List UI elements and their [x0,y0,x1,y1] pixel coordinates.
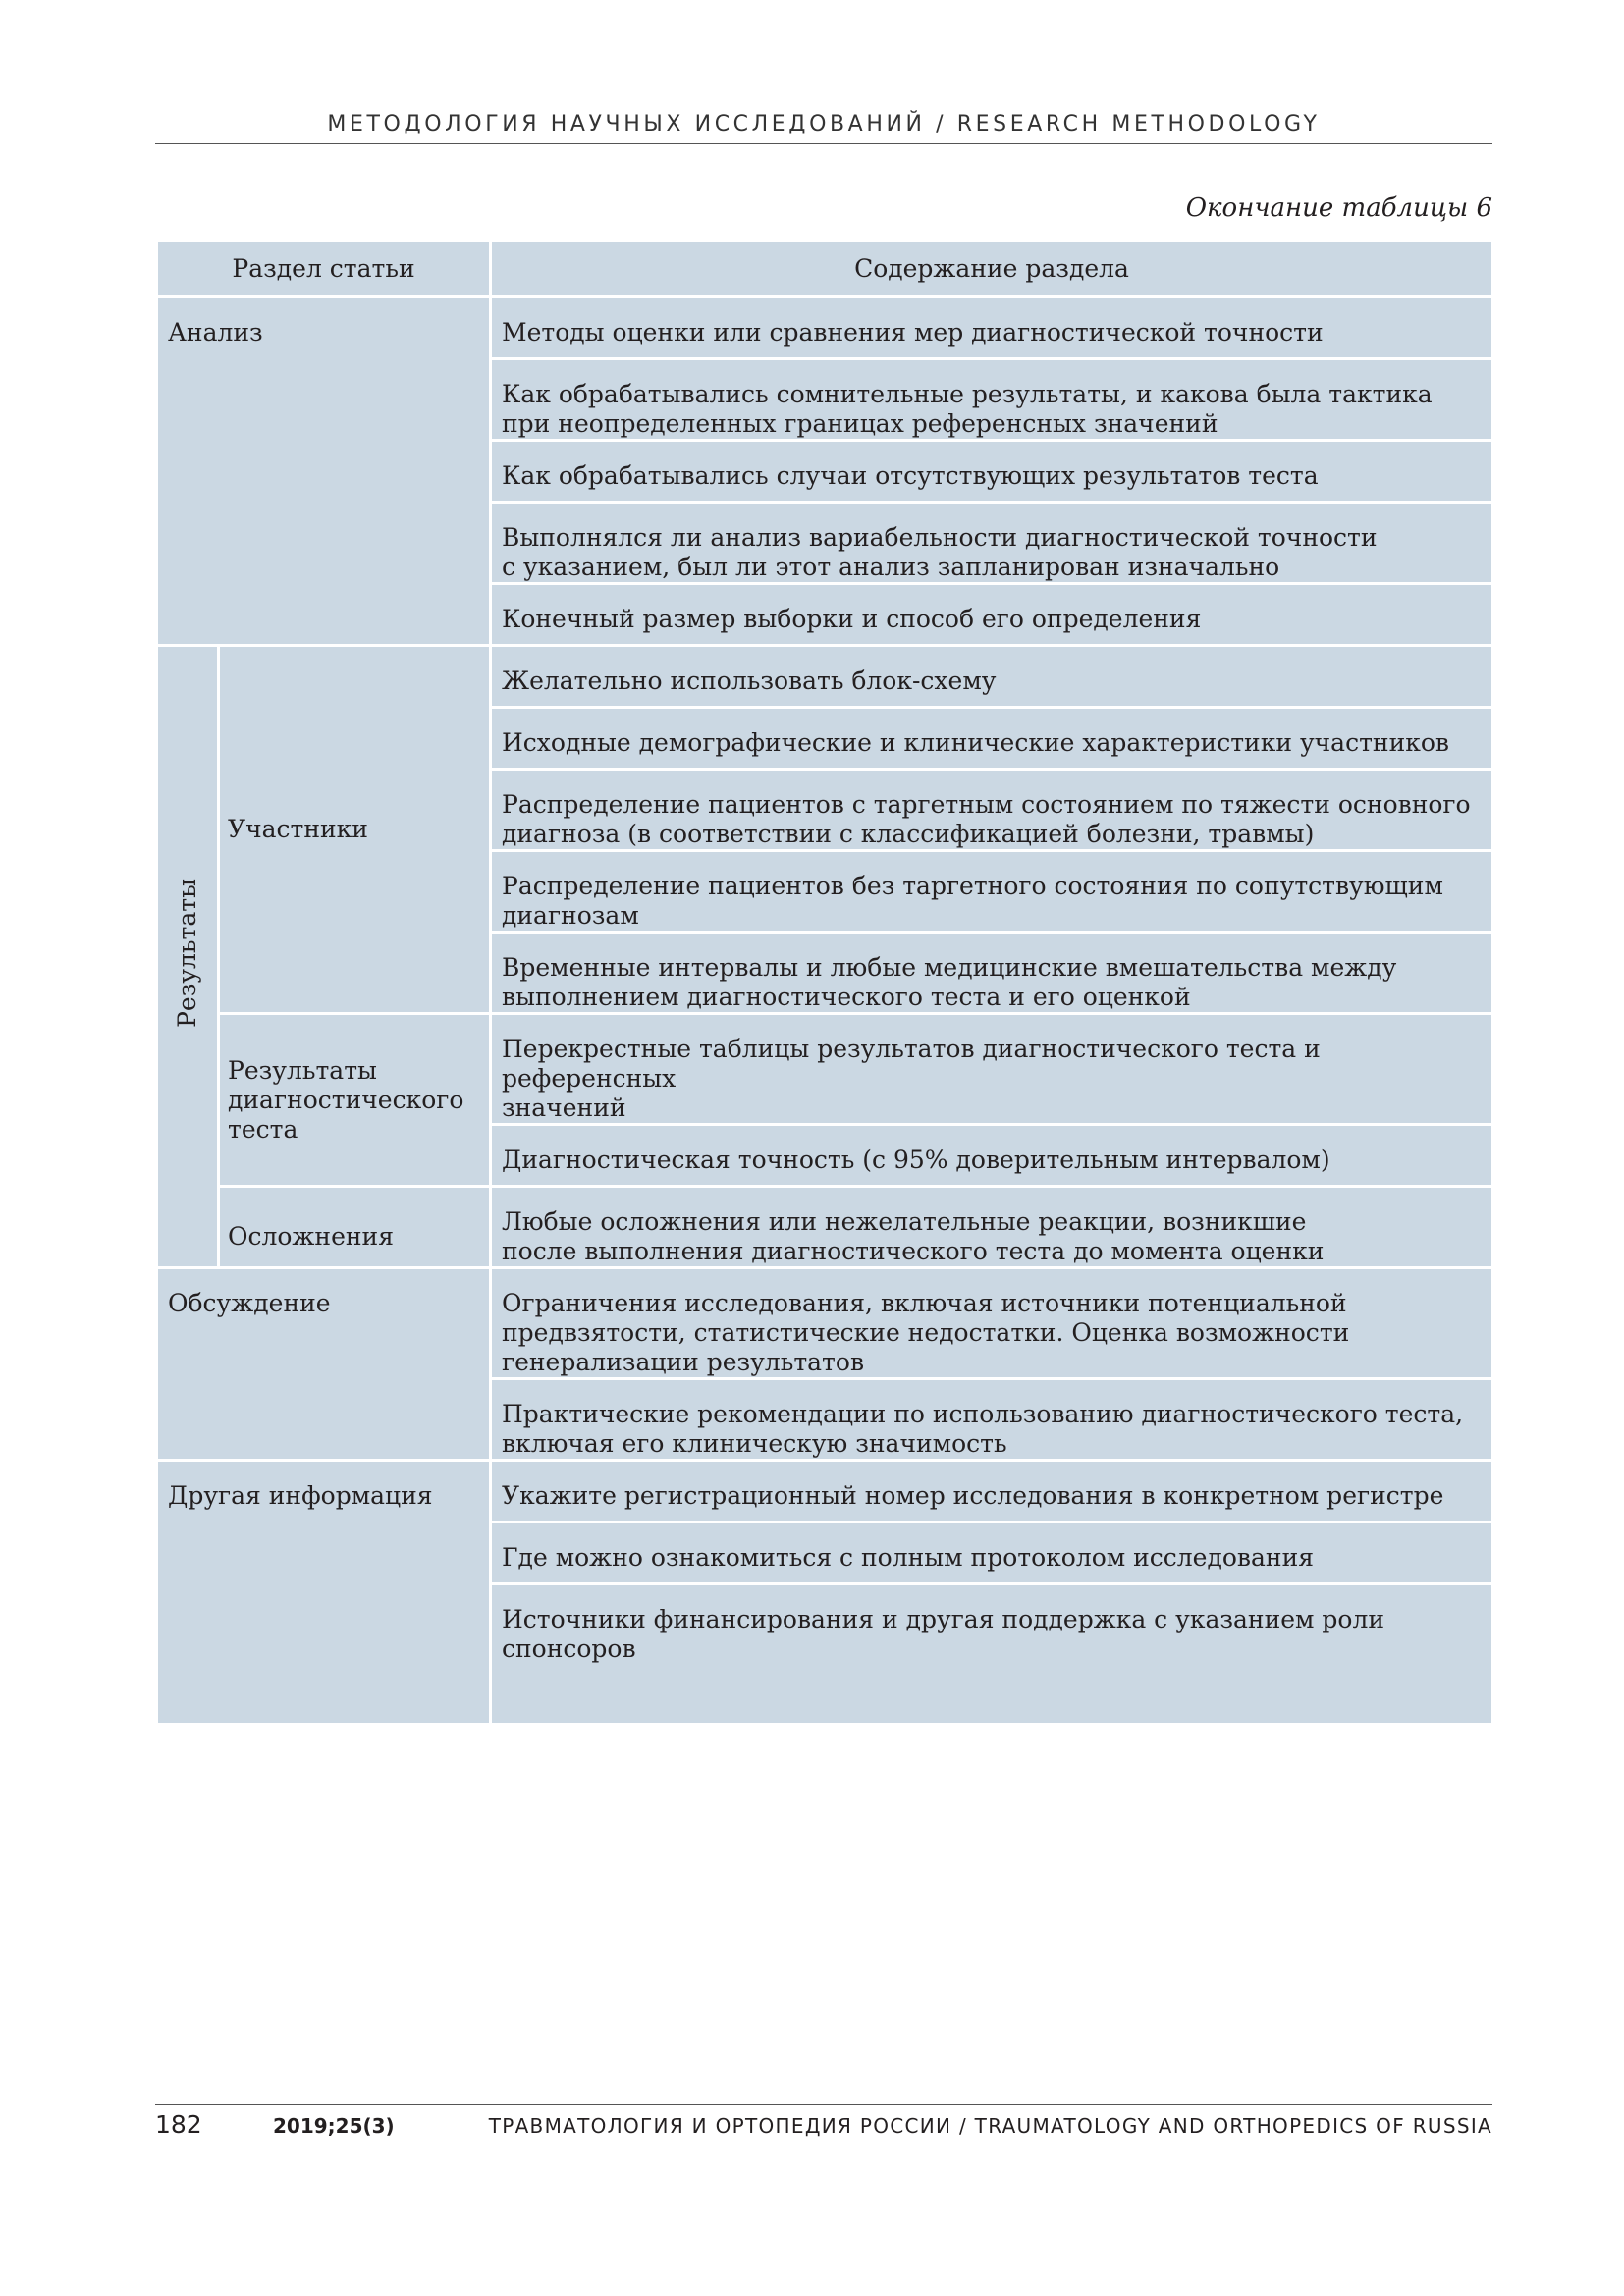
cell-line: Укажите регистрационный номер исследования в конкретном регистре [502,1481,1444,1510]
table-continuation-caption: Окончание таблицы 6 [1185,193,1492,223]
cell-line: Распределение пациентов с таргетным состоянием по тяжести основного [502,790,1471,819]
section-results [157,646,219,1268]
content-cell [491,1379,1493,1461]
section-other-info: Другая информация [157,1461,491,1725]
running-title: МЕТОДОЛОГИЯ НАУЧНЫХ ИССЛЕДОВАНИЙ / RESEARCH METHODOLOGY [327,112,1321,136]
content-cell [491,1522,1493,1584]
methodology-table [155,240,1494,1726]
cell-line: Диагностическая точность (с 95% доверительным интервалом) [502,1146,1330,1174]
cell-line: Временные интервалы и любые медицинские вмешательства между [502,953,1397,982]
cell-line: Как обрабатывались случаи отсутствующих результатов теста [502,461,1319,490]
label-line: Результаты [228,1055,377,1085]
column-header-section: Раздел статьи [157,241,491,297]
cell-line: Конечный размер выборки и способ его определения [502,605,1202,633]
subsection-test-results [219,1014,491,1187]
cell-line: значений [502,1094,626,1122]
cell-line: Ограничения исследования, включая источники потенциальной [502,1289,1347,1317]
cell-line: Перекрестные таблицы результатов диагностического теста и референсных [502,1035,1321,1093]
cell-line: Где можно ознакомиться с полным протоколом исследования [502,1543,1315,1572]
table-row [157,1268,1493,1379]
cell-line: Исходные демографические и клинические характеристики участников [502,728,1449,757]
content-cell [491,646,1493,708]
cell-line: спонсоров [502,1634,636,1663]
content-cell [491,851,1493,933]
content-cell [491,1268,1493,1379]
content-cell [491,297,1493,359]
cell-line: при неопределенных границах референсных значений [502,409,1218,438]
content-cell [491,359,1493,441]
section-discussion: Обсуждение [157,1268,491,1461]
cell-line: с указанием, был ли этот анализ запланирован изначально [502,553,1280,581]
cell-line: включая его клиническую значимость [502,1429,1007,1458]
cell-line: Источники финансирования и другая поддержка с указанием роли [502,1605,1385,1633]
cell-line: Практические рекомендации по использованию диагностического теста, [502,1400,1464,1428]
content-cell [491,770,1493,851]
table-row [157,1187,1493,1268]
content-cell [491,1187,1493,1268]
table-row [157,297,1493,359]
table-row [157,646,1493,708]
content-cell [491,933,1493,1014]
results-vertical-label: Результаты [173,879,201,1028]
table-header-row [157,241,1493,297]
table-row [157,1014,1493,1125]
subsection-complications: Осложнения [219,1187,491,1268]
cell-line: диагнозам [502,901,639,930]
content-cell [491,584,1493,646]
cell-line: Любые осложнения или нежелательные реакции, возникшие [502,1207,1307,1236]
section-analysis: Анализ [157,297,491,646]
content-cell [491,503,1493,584]
cell-line: выполнением диагностического теста и его оценкой [502,983,1191,1011]
column-header-content: Содержание раздела [491,241,1493,297]
footer-rule [155,2104,1492,2105]
cell-line: диагноза (в соответствии с классификацией болезни, травмы) [502,820,1315,848]
cell-line: Распределение пациентов без таргетного состояния по сопутствующим [502,872,1443,900]
cell-line: генерализации результатов [502,1348,865,1376]
content-cell [491,1461,1493,1522]
cell-line: Методы оценки или сравнения мер диагностической точности [502,318,1324,347]
content-cell [491,1584,1493,1725]
cell-line: Желательно использовать блок-схему [502,667,997,695]
header-rule [155,143,1492,144]
cell-line: после выполнения диагностического теста до момента оценки [502,1237,1325,1265]
content-cell [491,708,1493,770]
label-line: теста [228,1114,298,1144]
label-line: диагностического [228,1085,464,1114]
content-cell [491,441,1493,503]
cell-line: предвзятости, статистические недостатки. Оценка возможности [502,1318,1350,1347]
content-cell [491,1014,1493,1125]
subsection-participants: Участники [219,646,491,1014]
table-row [157,1461,1493,1522]
content-cell [491,1125,1493,1187]
journal-title: ТРАВМАТОЛОГИЯ И ОРТОПЕДИЯ РОССИИ / TRAUMATOLOGY AND ORTHOPEDICS OF RUSSIA [488,2114,1492,2138]
cell-line: Как обрабатывались сомнительные результаты, и какова была тактика [502,380,1433,408]
page-number: 182 [155,2110,202,2139]
issue-number: 2019;25(3) [273,2114,395,2138]
cell-line: Выполнялся ли анализ вариабельности диагностической точности [502,523,1378,552]
